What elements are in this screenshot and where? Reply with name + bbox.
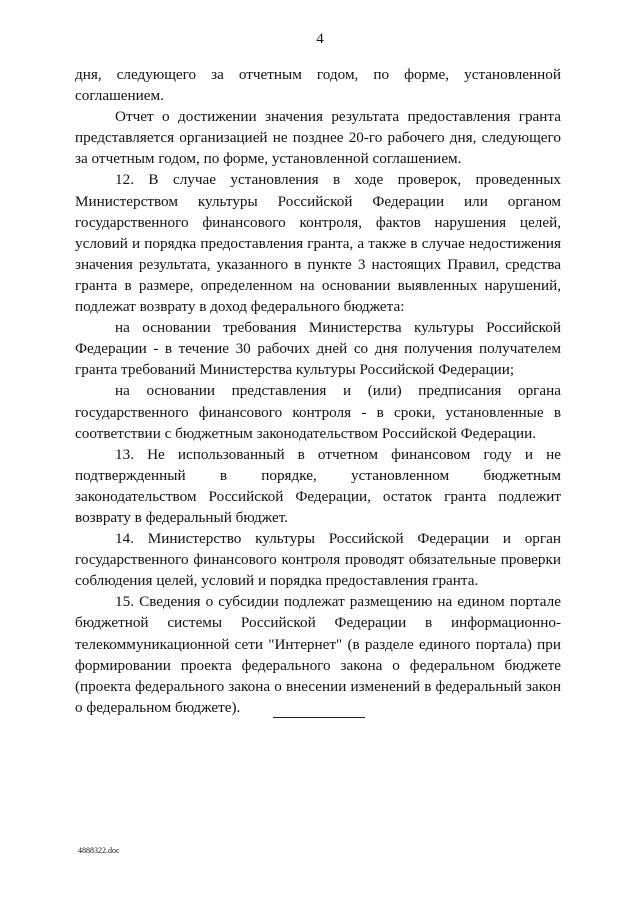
paragraph-report-deadline: Отчет о достижении значения результата предоставления гранта представляется организацией не позднее 20-го рабочего дня, следующего за отчетным годом, по форме, установленной соглашением.	[75, 108, 561, 168]
paragraph-item-15: 15. Сведения о субсидии подлежат размещению на едином портале бюджетной системы Российской Федерации в информационно-телекоммуникационной сети "Интернет" (в разделе единого портала) при формировании проекта федерального закона о федеральном бюджете (проекта федерального закона о внесении изменений в федеральный закон о федеральном бюджете).	[75, 593, 561, 716]
page-number: 4	[316, 31, 324, 47]
paragraph-ministry-requirement: на основании требования Министерства культуры Российской Федерации - в течение 30 рабочих дней со дня получения получателем гранта требований Министерства культуры Российской Федерации;	[75, 319, 561, 379]
end-of-document-rule	[273, 717, 365, 718]
paragraph-item-13: 13. Не использованный в отчетном финансовом году и не подтвержденный в порядке, установленном бюджетным законодательством Российской Федерации, остаток гранта подлежит возврату в федеральный бюджет.	[75, 445, 561, 526]
paragraph-control-body-requirement: на основании представления и (или) предписания органа государственного финансового контроля - в сроки, установленные в соответствии с бюджетным законодательством Российской Федерации.	[75, 382, 561, 442]
file-reference: 4888322.doc	[78, 846, 120, 855]
document-body	[75, 64, 561, 718]
paragraph-item-14: 14. Министерство культуры Российской Федерации и орган государственного финансового контроля проводят обязательные проверки соблюдения целей, условий и порядка предоставления гранта.	[75, 530, 561, 590]
paragraph-item-12: 12. В случае установления в ходе проверок, проведенных Министерством культуры Российской Федерации или органом государственного финансового контроля, фактов нарушения целей, условий и порядка предоставления гранта, а также в случае недостижения значения результата, указанного в пункте 3 настоящих Правил, средства гранта в размере, определенном на основании выявленных нарушений, подлежат возврату в доход федерального бюджета:	[75, 171, 561, 316]
paragraph-continuation: дня, следующего за отчетным годом, по форме, установленной соглашением.	[75, 66, 561, 105]
